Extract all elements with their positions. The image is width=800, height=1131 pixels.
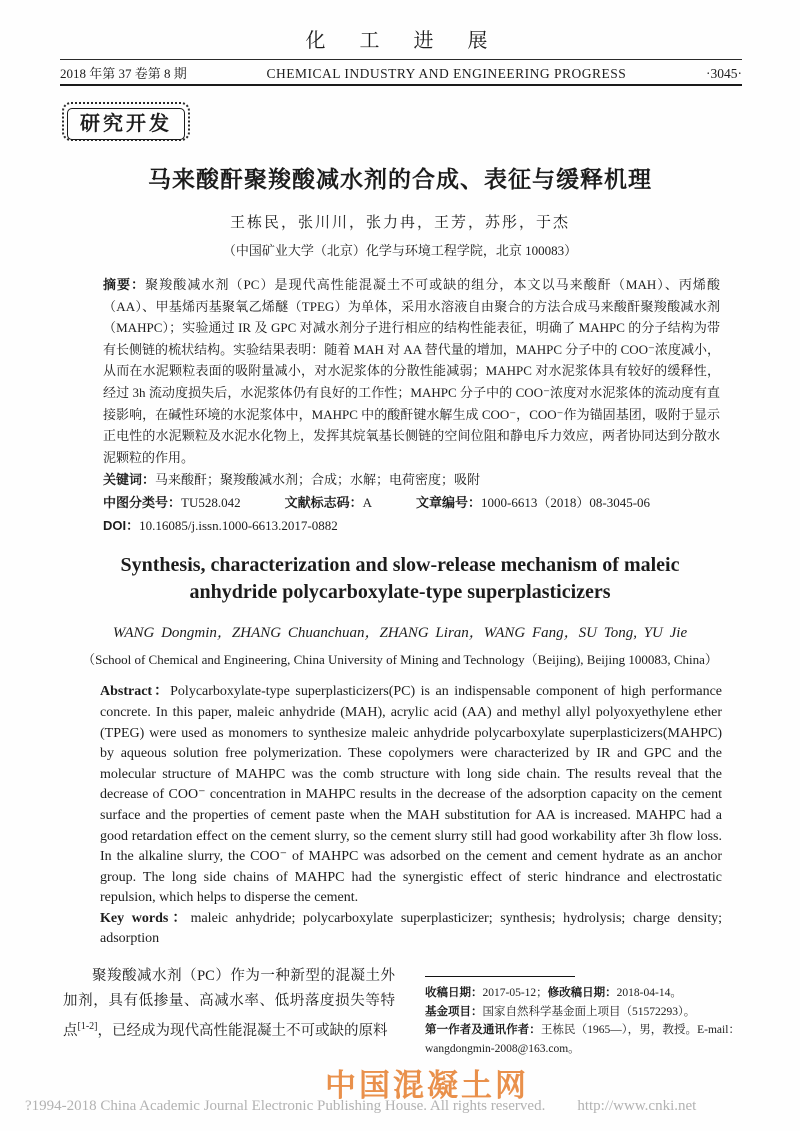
footnote-dates: [425, 984, 740, 1003]
citation-superscript: [1-2]: [77, 1021, 98, 1033]
keywords-en: maleic anhydride; polycarboxylate superplasticizer; synthesis; hydrolysis; charge density; adsorption: [100, 910, 722, 947]
header-rule-thick: [60, 84, 742, 86]
intro-text-cont: ，已经成为现代高性能混凝土不可或缺的原料: [97, 1022, 388, 1039]
cnki-url: http://www.cnki.net: [577, 1098, 697, 1114]
title-en-line1: Synthesis, characterization and slow-release mechanism of maleic: [120, 554, 680, 577]
footnote-block: [425, 984, 740, 1058]
abstract-en: [100, 682, 722, 909]
footnote-author: [425, 1021, 740, 1058]
classification-line: [103, 491, 740, 514]
first-author-label: 第一作者及通讯作者：: [425, 1024, 541, 1037]
abstract-text-cn: 聚羧酸减水剂（PC）是现代高性能混凝土不可或缺的组分，本文以马来酸酐（MAH）、丙烯酸（AA）、甲基烯丙基聚氧乙烯醚（TPEG）为单体，采用水溶液自由聚合的方法合成马来酸酐聚羧酸减水剂（MAHPC）；实验通过 IR 及 GPC 对减水剂分子进行相应的结构性能表征，明确了 MAHPC 的分子结构为带有长侧链的梳状结构。实验结果表明：随着 MAH 对 AA 替代量的增加，MAHPC 分子中的 COO⁻浓度减小，从而在水泥颗粒表面的吸附量减小，对水泥浆体的分散性能减弱；MAHPC 对水泥浆体具有较好的缓释性，经过 3h 流动度损失后，水泥浆体仍有良好的工作性；MAHPC 分子中的 COO⁻浓度对水泥浆体的流动度有直接影响，在碱性环境的水泥浆体中，MAHPC 中的酸酐键水解生成 COO⁻，COO⁻作为锚固基团，吸附于显示正电性的水泥颗粒及水泥水化物上，发挥其烷氧基长侧链的空间位阻和静电斥力效应，两者协同达到分散水泥颗粒的作用。: [103, 277, 720, 465]
received-label: 收稿日期：: [425, 987, 483, 1000]
authors-en: WANG Dongmin，ZHANG Chuanchuan，ZHANG Liran，WANG Fang，SU Tong, YU Jie: [112, 625, 688, 642]
revised-label: 修改稿日期：: [547, 987, 617, 1000]
keywords-line-cn: [103, 468, 740, 491]
article-no: 1000-6613（2018）08-3045-06: [481, 495, 651, 511]
authors-cn: 王栋民，张川川，张力冉，王芳，苏彤，于杰: [229, 215, 570, 231]
section-badge-wrap: [62, 102, 800, 141]
clc-number: TU528.042: [181, 495, 241, 511]
page-number: ·3045·: [706, 66, 742, 81]
section-badge: 研究开发: [67, 108, 185, 140]
intro-paragraph: [63, 964, 395, 1044]
doi-label: DOI：: [103, 518, 140, 534]
keywords-line-en: [100, 909, 722, 950]
doc-code-label: 文献标志码：: [284, 495, 363, 511]
abstract-text-en: Polycarboxylate-type superplasticizers(PC) is an indispensable component of high performance concrete. In this paper, maleic anhydride (MAH), acrylic acid (AA) and methyl allyl polyoxyethylene ether (TPEG) were used as monomers to synthesize maleic anhydride polycarboxylate superplasticizers(MAHPC) by aqueous solution free polymerization. These copolymers were characterized by IR and GPC and the molecular structure of MAHPC was the comb structure with long side chain. The results reveal that the decrease of COO⁻ concentration in MAHPC results in the decrease of the adsorption capacity on the cement surface and the properties of cement paste when the MAH substitution for AA is increased. MAHPC had a good retardation effect on the cement slurry, so the cement slurry still had good workability after 3h flow loss. In the alkaline slurry, the COO⁻ of MAHPC was adsorbed on the cement and cement hydrate as an anchor group. The long side chains of MAHPC had the synergistic effect of steric hindrance and electrostatic repulsion, which helps to disperse the cement.: [100, 684, 722, 906]
body-right-column: [425, 964, 740, 1058]
footnote-rule: [425, 976, 575, 977]
first-author-text: 王栋民（1965—），男，教授。E-mail：wangdongmin-2008@163.com。: [425, 1024, 741, 1055]
journal-header-row: [60, 63, 742, 82]
revised-date: 2018-04-14。: [616, 987, 682, 1000]
article-title-cn: 马来酸酐聚羧酸减水剂的合成、表征与缓释机理: [148, 166, 652, 192]
abstract-cn: [103, 274, 720, 468]
clc-label: 中图分类号：: [103, 495, 182, 511]
fund-label: 基金项目：: [425, 1005, 483, 1018]
keywords-label-en: Key words：: [100, 910, 191, 926]
affiliation-en: （School of Chemical and Engineering, China University of Mining and Technology（Beijing), Beijing 100083, China）: [82, 652, 718, 668]
article-no-label: 文章编号：: [416, 495, 482, 511]
volume-issue-info: 2018 年第 37 卷第 8 期: [60, 66, 187, 81]
keywords-cn: 马来酸酐；聚羧酸减水剂；合成；水解；电荷密度；吸附: [155, 472, 481, 488]
intro-text: 聚羧酸减水剂（PC）作为一种新型的混凝土外加剂，具有低掺量、高减水率、低坍落度损失等特点: [63, 968, 395, 1039]
abstract-label-en: Abstract：: [100, 684, 171, 700]
title-en-line2: anhydride polycarboxylate-type superplasticizers: [189, 581, 611, 604]
journal-name-en: CHEMICAL INDUSTRY AND ENGINEERING PROGRESS: [266, 66, 627, 81]
journal-name-cn: 化 工 进 展: [305, 30, 495, 52]
footnote-fund: [425, 1003, 740, 1022]
doi-line: [103, 514, 740, 537]
body-columns: [63, 964, 740, 1058]
copyright-text: ?1994-2018 China Academic Journal Electronic Publishing House. All rights reserved.: [25, 1098, 546, 1114]
body-left-column: [63, 964, 395, 1058]
received-date: 2017-05-12；: [482, 987, 548, 1000]
affiliation-cn: （中国矿业大学（北京）化学与环境工程学院，北京 100083）: [222, 243, 578, 258]
header-rule-thin: [60, 59, 742, 60]
article-title-en: [0, 552, 800, 606]
abstract-label-cn: 摘要：: [103, 277, 146, 292]
doi-value: 10.16085/j.issn.1000-6613.2017-0882: [139, 518, 338, 534]
keywords-label-cn: 关键词：: [103, 472, 156, 488]
doc-code: A: [362, 495, 373, 511]
section-badge-frame: [62, 102, 190, 141]
site-watermark: 中国混凝土网: [325, 1068, 529, 1103]
fund-text: 国家自然科学基金面上项目（51572293）。: [482, 1005, 696, 1018]
